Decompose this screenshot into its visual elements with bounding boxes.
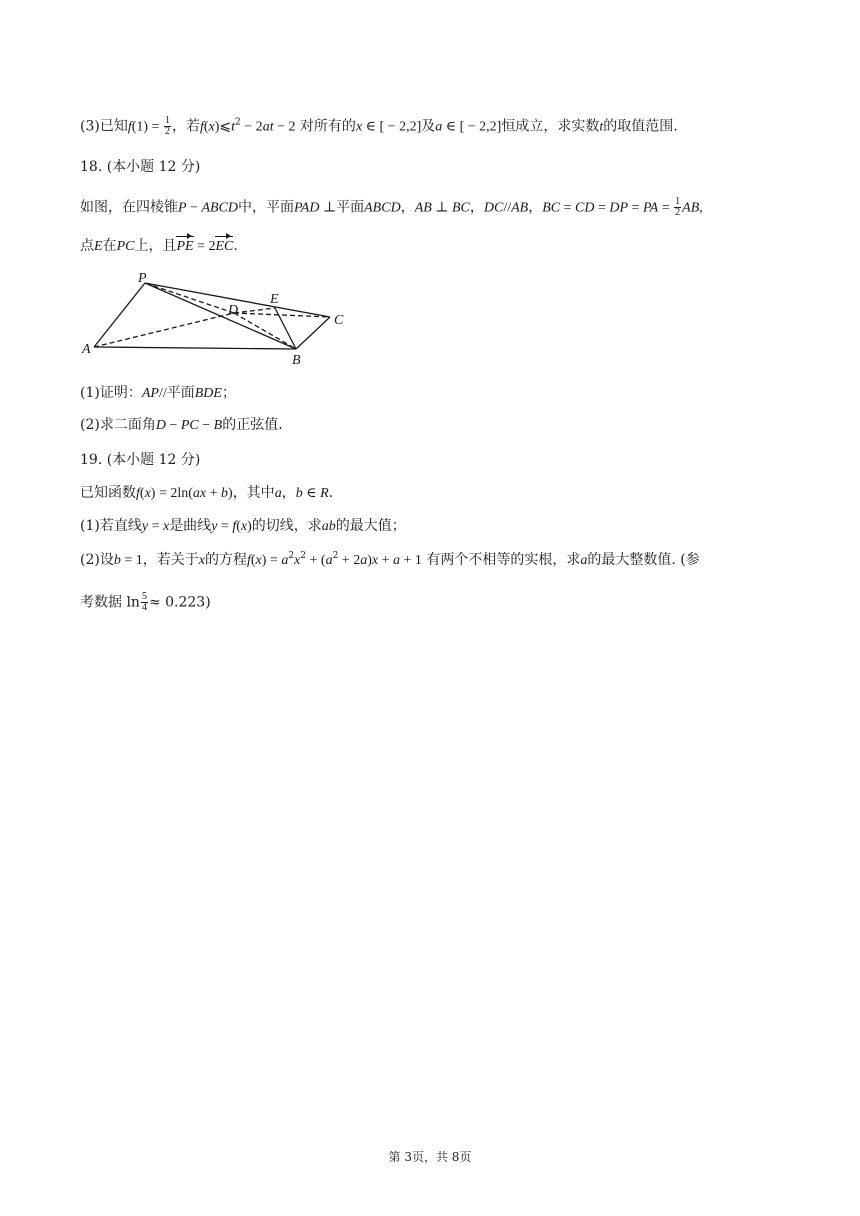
q18-intro-line: 如图，在四棱锥P − ABCD中，平面PAD ⊥平面ABCD，AB ⊥ BC，DC//AB，BC = CD = DP = PA = $\frac{1}{2}$ AB, [80,196,703,218]
q18-part2: (2)求二面角D − PC − B的正弦值. [80,417,283,433]
q19-header: 19. (本小题 12 分) [80,452,201,468]
label-A: A [82,342,91,357]
edge-AP [94,283,145,347]
label-P: P [138,271,147,286]
edge-AB [94,347,296,349]
q19-part1: (1)若直线y = x是曲线y = f(x)的切线，求ab的最大值； [80,518,406,534]
q19-part2: (2)设b = 1，若关于x的方程$f(x) = a^2x^2 + (a^2 + 2a)x + a + 1$ 有两个不相等的实根，求a的最大整数值. (参 [80,551,700,568]
label-B: B [292,353,301,368]
q18-line2: 点E在PC上，且PE = 2EC. [80,236,238,257]
q18-part1: (1)证明：AP//平面BDE； [80,385,236,401]
q17-part3-line: (3)已知f(1) = $\frac{1}{2}$ ，若$f(x)⩽t^2 - 2at - 2$ 对所有的x ∈ [ − 2,2]及a ∈ [ − 2,2]恒成立，求实数t的取值范围. [80,115,678,137]
label-C: C [334,313,344,328]
label-E: E [270,292,279,307]
label-D: D [228,303,239,318]
page-footer: 第 3页，共 8页 [388,1150,472,1164]
edge-DP [145,283,234,313]
q19-intro: 已知函数f(x) = 2ln(ax + b)，其中a，b ∈ R. [80,485,334,501]
edge-BC [296,317,330,349]
edge-DE [234,308,275,313]
pyramid-figure [78,268,358,368]
q18-header: 18. (本小题 12 分) [80,159,201,175]
q19-reference: 考数据 ln $\frac{5}{4}$ ≈ 0.223) [80,591,211,613]
edge-AD [94,313,234,347]
